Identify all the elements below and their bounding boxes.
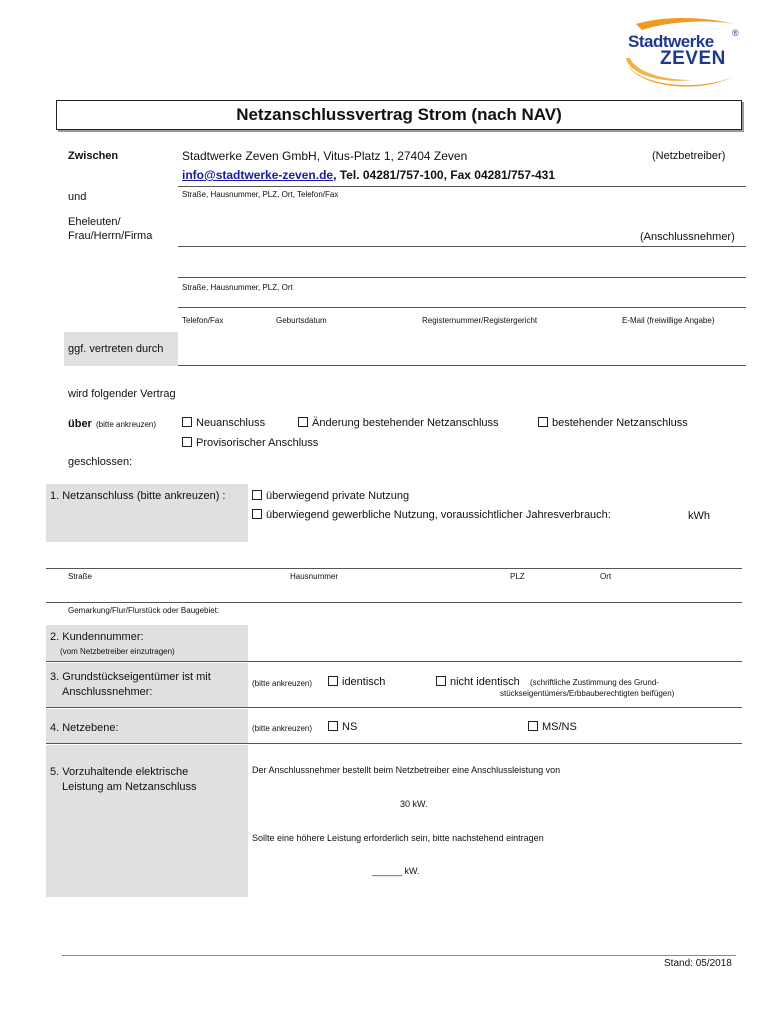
checkbox-icon[interactable] <box>252 490 262 500</box>
divider <box>178 186 746 187</box>
eheleuten-label: Eheleuten/ <box>68 216 121 228</box>
option-label: MS/NS <box>542 721 577 733</box>
section3-label-box <box>46 663 248 707</box>
company-address: Stadtwerke Zeven GmbH, Vitus-Platz 1, 27404 Zeven <box>182 149 468 163</box>
option-msns[interactable] <box>528 721 577 733</box>
address-caption: Straße, Hausnummer, PLZ, Ort, Telefon/Fax <box>182 190 339 199</box>
divider <box>178 246 746 247</box>
zwischen-label: Zwischen <box>68 150 119 162</box>
option-label: Neuanschluss <box>196 417 266 429</box>
option-label: überwiegend gewerbliche Nutzung, voraussichtlicher Jahresverbrauch: <box>266 509 611 521</box>
company-contact <box>182 168 555 182</box>
geburtsdatum-caption: Geburtsdatum <box>276 316 327 325</box>
anschlussnehmer-label: (Anschlussnehmer) <box>640 231 735 243</box>
option-aenderung[interactable] <box>298 417 499 429</box>
section5-label-line2: Leistung am Netzanschluss <box>62 781 197 793</box>
title-box <box>56 100 742 130</box>
address-caption-2: Straße, Hausnummer, PLZ, Ort <box>182 283 293 292</box>
section3-ankreuzen: (bitte ankreuzen) <box>252 679 313 688</box>
email-caption: E-Mail (freiwillige Angabe) <box>622 316 715 325</box>
option-identisch[interactable] <box>328 676 385 688</box>
option-label: Änderung bestehender Netzanschluss <box>312 417 499 429</box>
frau-herrn-firma-label: Frau/Herrn/Firma <box>68 230 153 242</box>
divider <box>46 707 742 708</box>
checkbox-icon[interactable] <box>252 509 262 519</box>
option-neuanschluss[interactable] <box>182 417 265 429</box>
option-gewerblich[interactable] <box>252 509 611 521</box>
footer-divider <box>62 955 736 956</box>
stadtwerke-zeven-logo <box>622 14 746 92</box>
checkbox-icon[interactable] <box>328 721 338 731</box>
section3-note-line1: (schriftliche Zustimmung des Grund- <box>530 678 659 687</box>
checkbox-icon[interactable] <box>328 676 338 686</box>
stand-date: Stand: 05/2018 <box>664 958 732 969</box>
option-label: Provisorischer Anschluss <box>196 437 319 449</box>
checkbox-icon[interactable] <box>538 417 548 427</box>
divider <box>46 568 742 569</box>
divider <box>178 307 746 308</box>
contract-intro: wird folgender Vertrag <box>68 388 176 400</box>
section3-label-line2: Anschlussnehmer: <box>62 686 153 698</box>
anschlussnehmer-name-field[interactable] <box>178 214 746 246</box>
section2-label: 2. Kundennummer: <box>50 631 144 643</box>
email-link[interactable]: info@stadtwerke-zeven.de <box>182 168 334 182</box>
section5-blank-field[interactable]: ______ kW. <box>372 866 420 876</box>
section1-label: 1. Netzanschluss (bitte ankreuzen) : <box>50 490 226 502</box>
section4-ankreuzen: (bitte ankreuzen) <box>252 724 313 733</box>
strasse-caption: Straße <box>68 572 93 581</box>
divider <box>178 365 746 366</box>
jahresverbrauch-field[interactable] <box>640 506 684 522</box>
option-bestehend[interactable] <box>538 417 688 429</box>
section5-value: 30 kW. <box>400 799 428 809</box>
section5-label-line1: 5. Vorzuhaltende elektrische <box>50 766 189 778</box>
geschlossen-label: geschlossen: <box>68 456 133 468</box>
checkbox-icon[interactable] <box>298 417 308 427</box>
page-title: Netzanschlussvertrag Strom (nach NAV) <box>236 105 562 124</box>
option-label: bestehender Netzanschluss <box>552 417 688 429</box>
divider <box>46 602 742 603</box>
option-label: nicht identisch <box>450 676 520 688</box>
anschlussnehmer-address-field[interactable] <box>178 248 746 276</box>
ort-caption: Ort <box>600 572 612 581</box>
checkbox-icon[interactable] <box>182 437 192 447</box>
section4-label: 4. Netzebene: <box>50 722 119 734</box>
vertreten-field[interactable] <box>178 334 746 366</box>
section3-note-line2: stückseigentümers/Erbbauberechtigten beifügen) <box>500 689 675 698</box>
option-provisorisch[interactable] <box>182 437 318 449</box>
option-nicht-identisch[interactable] <box>436 676 520 688</box>
section2-sublabel: (vom Netzbetreiber einzutragen) <box>60 647 175 656</box>
ankreuzen-hint: (bitte ankreuzen) <box>96 420 157 429</box>
option-label: identisch <box>342 676 386 688</box>
option-label: überwiegend private Nutzung <box>266 490 410 502</box>
option-privat[interactable] <box>252 490 409 502</box>
checkbox-icon[interactable] <box>528 721 538 731</box>
und-label: und <box>68 191 87 203</box>
option-ns[interactable] <box>328 721 357 733</box>
logo-registered-mark: ® <box>732 28 739 38</box>
register-caption: Registernummer/Registergericht <box>422 316 538 325</box>
divider <box>46 661 742 662</box>
kwh-unit: kWh <box>688 510 710 522</box>
contact-phone-fax: , Tel. 04281/757-100, Fax 04281/757-431 <box>333 168 556 182</box>
hausnummer-caption: Hausnummer <box>290 572 339 581</box>
netzbetreiber-label: (Netzbetreiber) <box>652 150 726 162</box>
checkbox-icon[interactable] <box>182 417 192 427</box>
kundennummer-field[interactable] <box>250 627 742 659</box>
section5-text2: Sollte eine höhere Leistung erforderlich sein, bitte nachstehend eintragen <box>252 833 544 843</box>
section5-text1: Der Anschlussnehmer bestellt beim Netzbetreiber eine Anschlussleistung von <box>252 765 561 775</box>
logo-text-zeven: ZEVEN <box>660 48 726 69</box>
section3-label-line1: 3. Grundstückseigentümer ist mit <box>50 671 211 683</box>
gemarkung-caption: Gemarkung/Flur/Flurstück oder Baugebiet: <box>68 606 220 615</box>
telefon-fax-caption: Telefon/Fax <box>182 316 224 325</box>
ueber-label: über <box>68 418 92 430</box>
option-label: NS <box>342 721 358 733</box>
checkbox-icon[interactable] <box>436 676 446 686</box>
vertreten-label: ggf. vertreten durch <box>68 343 164 355</box>
divider <box>46 743 742 744</box>
logo-text-stadtwerke: Stadtwerke <box>628 32 714 51</box>
divider <box>178 277 746 278</box>
plz-caption: PLZ <box>510 572 525 581</box>
